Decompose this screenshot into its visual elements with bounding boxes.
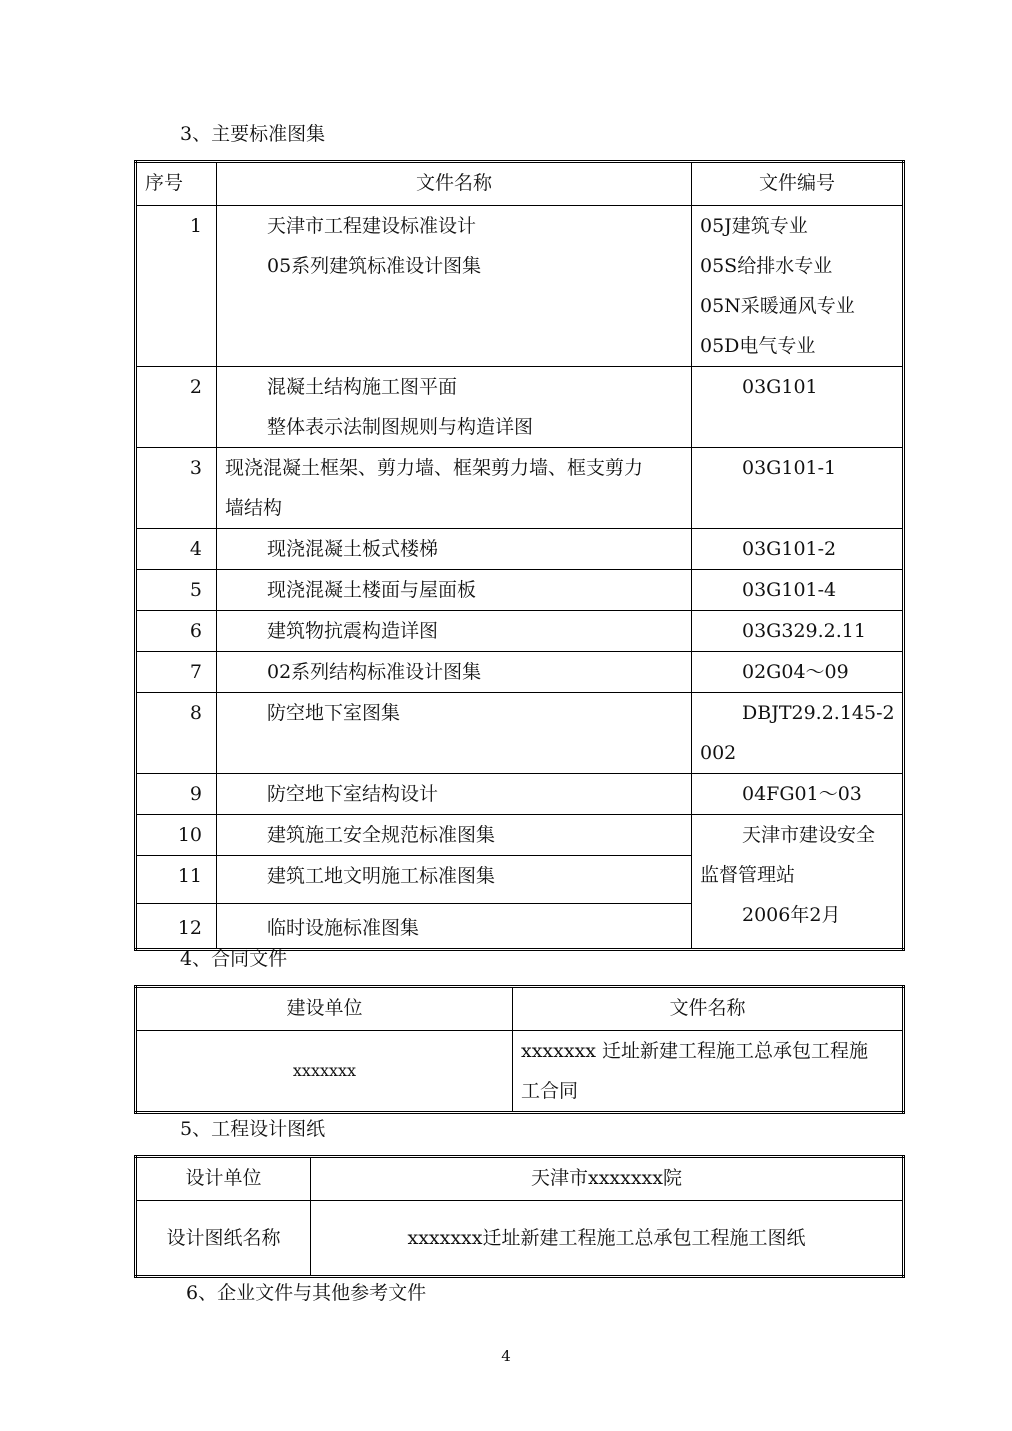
file-code-cell: 03G101 xyxy=(692,367,904,448)
file-code-line: 2006年2月 xyxy=(742,904,841,926)
table-row xyxy=(136,693,904,774)
header-file-code: 文件编号 xyxy=(692,162,904,206)
header-file-name: 文件名称 xyxy=(217,162,692,206)
file-code-line: 05D电气专业 xyxy=(700,335,816,357)
file-name-cell: 现浇混凝土楼面与屋面板 xyxy=(217,570,692,611)
file-name-line: 墙结构 xyxy=(225,497,283,519)
file-code-cell: 03G101-1 xyxy=(692,448,904,529)
table-row xyxy=(136,206,904,367)
row-number: 9 xyxy=(136,774,217,815)
table-row xyxy=(136,529,904,570)
section-heading-standard-atlases: 3、主要标准图集 xyxy=(180,123,326,145)
table-row xyxy=(136,611,904,652)
file-code-cell xyxy=(692,206,904,367)
file-code-line: 05N采暖通风专业 xyxy=(700,295,855,317)
table-row xyxy=(136,652,904,693)
file-name-line: 天津市工程建设标准设计 xyxy=(267,215,477,237)
row-number: 7 xyxy=(136,652,217,693)
row-number: 8 xyxy=(136,693,217,774)
file-name-line: 混凝土结构施工图平面 xyxy=(267,376,458,398)
file-name-line: 现浇混凝土框架、剪力墙、框架剪力墙、框支剪力 xyxy=(225,457,644,479)
contract-name-line: xxxxxxx 迁址新建工程施工总承包工程施 xyxy=(521,1040,869,1062)
file-name-cell xyxy=(217,206,692,367)
contract-file-name xyxy=(513,1031,904,1113)
file-code-cell xyxy=(692,693,904,774)
row-number: 5 xyxy=(136,570,217,611)
file-name-cell: 临时设施标准图集 xyxy=(217,904,692,950)
file-code-line: 05J建筑专业 xyxy=(700,215,808,237)
row-number: 10 xyxy=(136,815,217,856)
header-construction-unit: 建设单位 xyxy=(136,987,513,1031)
table-row xyxy=(136,774,904,815)
file-name-cell: 建筑物抗震构造详图 xyxy=(217,611,692,652)
file-name-cell: 02系列结构标准设计图集 xyxy=(217,652,692,693)
file-code-cell: 04FG01～03 xyxy=(692,774,904,815)
file-code-cell: 03G101-4 xyxy=(692,570,904,611)
file-code-cell: 03G329.2.11 xyxy=(692,611,904,652)
file-code-cell: 02G04～09 xyxy=(692,652,904,693)
section-heading-enterprise-documents: 6、企业文件与其他参考文件 xyxy=(186,1282,427,1304)
file-name-cell: 现浇混凝土板式楼梯 xyxy=(217,529,692,570)
drawing-name-label: 设计图纸名称 xyxy=(136,1201,311,1277)
table-row xyxy=(136,815,904,856)
file-code-line: 002 xyxy=(700,742,737,764)
standard-atlas-table xyxy=(134,160,905,951)
file-code-line: 监督管理站 xyxy=(700,864,796,886)
row-number: 6 xyxy=(136,611,217,652)
row-number: 4 xyxy=(136,529,217,570)
file-name-line: 整体表示法制图规则与构造详图 xyxy=(267,416,534,438)
file-name-cell: 防空地下室图集 xyxy=(217,693,692,774)
contract-table xyxy=(134,985,905,1114)
table-row xyxy=(136,367,904,448)
page-number: 4 xyxy=(501,1347,511,1365)
file-name-cell: 防空地下室结构设计 xyxy=(217,774,692,815)
table-row xyxy=(136,448,904,529)
design-table xyxy=(134,1155,905,1278)
file-code-line: DBJT29.2.145-2 xyxy=(742,702,895,724)
row-number: 1 xyxy=(136,206,217,367)
file-code-line: 天津市建设安全 xyxy=(742,824,876,846)
file-name-cell: 建筑施工安全规范标准图集 xyxy=(217,815,692,856)
file-name-cell: 建筑工地文明施工标准图集 xyxy=(217,856,692,904)
contract-name-line: 工合同 xyxy=(521,1080,579,1102)
file-name-cell xyxy=(217,448,692,529)
design-unit-label: 设计单位 xyxy=(136,1157,311,1201)
file-code-line: 05S给排水专业 xyxy=(700,255,833,277)
header-file-name: 文件名称 xyxy=(513,987,904,1031)
section-heading-contract-documents: 4、合同文件 xyxy=(180,948,288,970)
construction-unit-value: xxxxxxx xyxy=(136,1031,513,1113)
file-name-cell xyxy=(217,367,692,448)
file-code-cell: 03G101-2 xyxy=(692,529,904,570)
row-number: 11 xyxy=(136,856,217,904)
row-number: 12 xyxy=(136,904,217,950)
header-serial-number: 序号 xyxy=(136,162,217,206)
merged-file-code-cell xyxy=(692,815,904,950)
table-row xyxy=(136,570,904,611)
section-heading-design-drawings: 5、工程设计图纸 xyxy=(180,1118,326,1140)
drawing-name-value: xxxxxxx迁址新建工程施工总承包工程施工图纸 xyxy=(311,1201,904,1277)
row-number: 2 xyxy=(136,367,217,448)
row-number: 3 xyxy=(136,448,217,529)
design-unit-value: 天津市xxxxxxx院 xyxy=(311,1157,904,1201)
table-row xyxy=(136,1031,904,1113)
file-name-line: 05系列建筑标准设计图集 xyxy=(267,255,482,277)
